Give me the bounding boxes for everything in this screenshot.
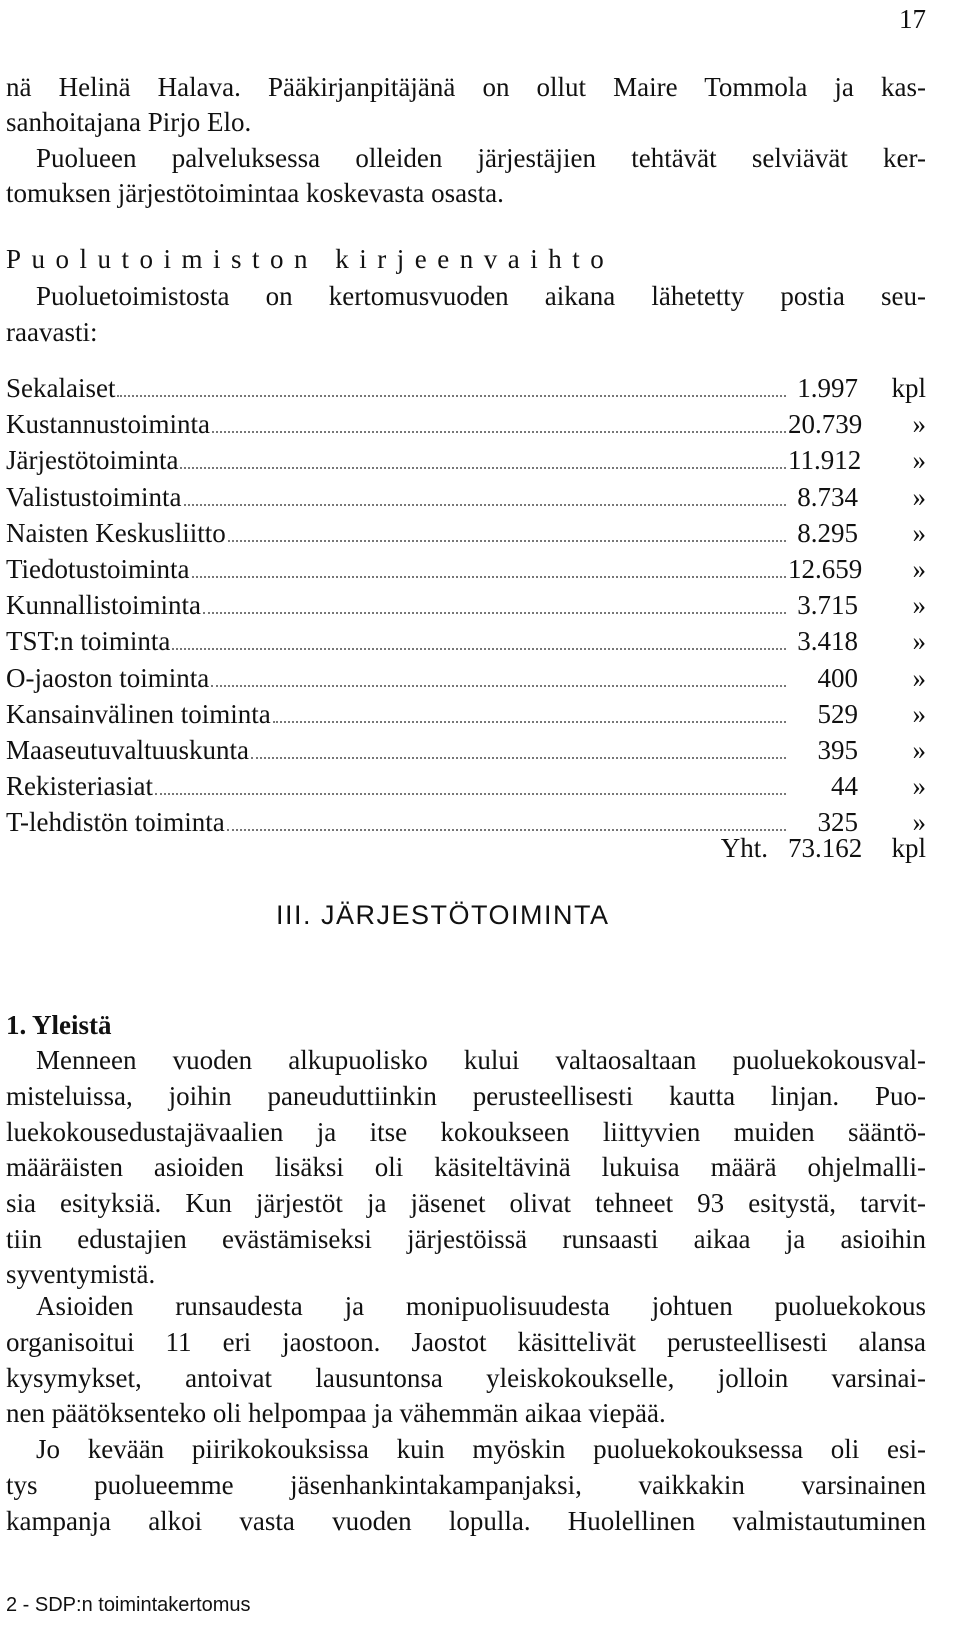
body-line: Asioiden runsaudesta ja monipuolisuudesta johtuen puoluekokous [36,1291,926,1321]
body-line: syventymistä. [6,1259,156,1289]
dot-leader [184,503,787,506]
body-line: luekokousedustajävaalien ja itse kokoukseen liittyvien muiden sääntö- [6,1117,926,1147]
table-row [6,442,926,478]
row-value: 3.715 [797,590,858,621]
row-label: T-lehdistön toiminta [6,807,225,838]
chapter-heading: III. JÄRJESTÖTOIMINTA [276,900,610,930]
row-unit: » [912,807,926,838]
body-line: organisoitui 11 eri jaostoon. Jaostot käsittelivät perusteellisesti alansa [6,1327,926,1357]
table-row [6,768,926,804]
dot-leader [117,394,786,397]
row-unit: » [912,662,926,693]
row-unit: kpl [891,373,926,403]
row-label: Rekisteriasiat [6,771,153,802]
dot-leader [228,539,786,542]
row-value: 8.734 [797,481,858,512]
dot-leader [273,720,786,723]
body-line: misteluissa, joihin paneuduttiinkin perusteellisesti kautta linjan. Puo- [6,1081,926,1111]
section-line: Puoluetoimistosta on kertomusvuoden aikana lähetetty postia seu- [36,281,926,311]
row-label: Kustannustoiminta [6,409,210,440]
row-label: Valistustoiminta [6,481,182,512]
body-line: tys puolueemme jäsenhankintakampanjaksi, vaikkakin varsinainen [6,1470,926,1500]
row-unit: » [912,698,926,729]
row-unit: » [912,517,926,548]
row-unit: » [912,553,926,584]
table-row [6,623,926,659]
row-label: Kunnallistoiminta [6,590,201,621]
total-value: 73.162 [788,833,863,863]
table-row [6,515,926,551]
mail-table [6,370,926,840]
row-value: 400 [817,662,858,693]
total-unit: kpl [891,833,926,863]
body-line: Menneen vuoden alkupuolisko kului valtaosaltaan puoluekokousval- [36,1045,926,1075]
total-row [6,830,926,866]
dot-leader [203,611,786,614]
body-line: määräisten asioiden lisäksi oli käsiteltävinä lukuisa määrä ohjelmalli- [6,1152,926,1182]
row-unit: » [912,734,926,765]
row-unit: » [912,626,926,657]
table-row [6,551,926,587]
dot-leader [192,575,786,578]
row-label: Kansainvälinen toiminta [6,698,271,729]
row-label: TST:n toiminta [6,626,171,657]
body-line: kampanja alkoi vasta vuoden lopulla. Huolellinen valmistautuminen [6,1506,926,1536]
total-label: Yht. [720,833,768,863]
row-value: 8.295 [797,517,858,548]
body-line: kysymykset, antoivat lausuntonsa yleiskokoukselle, jolloin varsinai- [6,1363,926,1393]
intro-line: Puolueen palveluksessa olleiden järjestäjien tehtävät selviävät ker- [36,143,926,173]
row-unit: » [912,445,926,476]
row-value: 44 [831,771,858,802]
body-line: tiin edustajien evästämiseksi järjestöissä runsaasti aikaa ja asioihin [6,1224,926,1254]
row-unit: » [912,409,926,440]
table-row [6,406,926,442]
dot-leader [172,647,786,650]
intro-line: nä Helinä Halava. Pääkirjanpitäjänä on ollut Maire Tommola ja kas- [6,72,926,102]
row-label: Järjestötoiminta [6,445,179,476]
row-value: 1.997 [797,373,858,403]
row-label: Naisten Keskusliitto [6,517,226,548]
row-value: 3.418 [797,626,858,657]
dot-leader [155,792,786,795]
row-value: 325 [817,807,858,838]
row-value: 12.659 [788,553,863,584]
dot-leader [180,466,786,469]
row-value: 20.739 [788,409,863,440]
row-value: 395 [817,734,858,765]
table-row [6,660,926,696]
row-label: Tiedotustoiminta [6,553,190,584]
table-row [6,370,926,406]
dot-leader [211,684,786,687]
row-label: Maaseutuvaltuuskunta [6,734,249,765]
row-label: Sekalaiset [6,373,116,403]
table-row [6,587,926,623]
body-line: nen päätöksenteko oli helpompaa ja vähemmän aikaa viepää. [6,1398,666,1428]
page-number: 17 [899,4,926,34]
section-title: Puolutoimiston kirjeenvaihto [6,244,615,274]
row-value: 11.912 [788,445,862,476]
footer: 2 - SDP:n toimintakertomus [6,1594,251,1616]
table-row [6,696,926,732]
row-unit: » [912,481,926,512]
section-line: raavasti: [6,317,98,347]
dot-leader [251,756,786,759]
body-line: sia esityksiä. Kun järjestöt ja jäsenet olivat tehneet 93 esitystä, tarvit- [6,1188,926,1218]
subheading: 1. Yleistä [6,1010,112,1040]
table-row [6,479,926,515]
row-value: 529 [817,698,858,729]
table-row [6,732,926,768]
row-label: O-jaoston toiminta [6,662,210,693]
row-unit: » [912,771,926,802]
intro-line: tomuksen järjestötoimintaa koskevasta osasta. [6,178,504,208]
intro-line: sanhoitajana Pirjo Elo. [6,107,252,137]
dot-leader [212,430,786,433]
body-line: Jo kevään piirikokouksissa kuin myöskin puoluekokouksessa oli esi- [36,1434,926,1464]
row-unit: » [912,590,926,621]
